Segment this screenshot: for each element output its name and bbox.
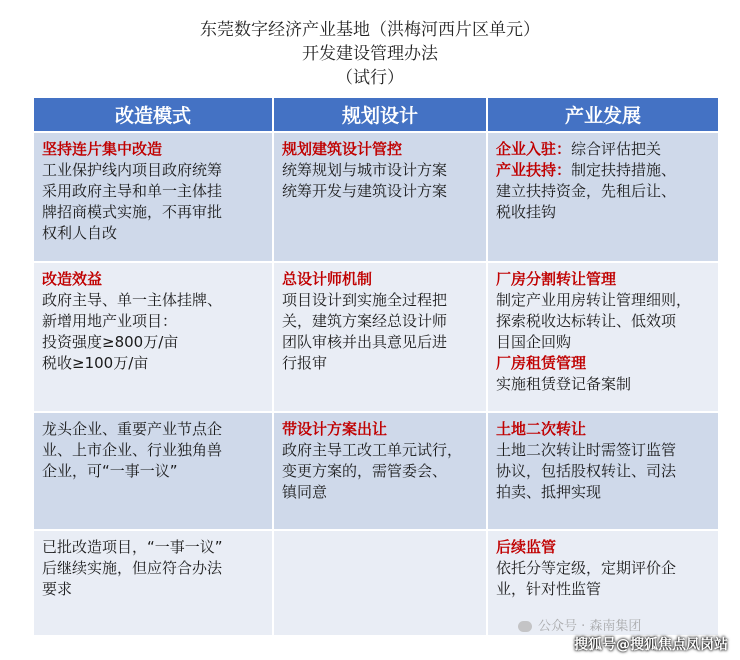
sohu-watermark: 搜狐号@搜狐焦点凤岗站 <box>574 637 728 653</box>
cell-heading: 厂房分割转让管理 <box>496 270 617 288</box>
cell-line: 采用政府主导和单一主体挂 <box>42 182 223 200</box>
cell-line: 变更方案的，需管委会、 <box>282 462 448 480</box>
wechat-source-mark <box>518 615 641 634</box>
wechat-icon <box>518 621 532 632</box>
cell-line <box>496 139 710 160</box>
cell-line: 实施租赁登记备案制 <box>496 375 632 393</box>
header-renovation-mode: 改造模式 <box>33 97 273 132</box>
cell-line: 统筹开发与建筑设计方案 <box>282 182 448 200</box>
table-cell-empty <box>273 530 487 636</box>
table-row <box>33 262 719 412</box>
table-cell <box>487 132 719 262</box>
title-line-3: （试行） <box>336 68 404 88</box>
cell-line: 企业，可“一事一议” <box>42 462 178 480</box>
cell-line: 拍卖、抵押实现 <box>496 483 602 501</box>
cell-line: 权利人自改 <box>42 224 118 242</box>
cell-line: 业，针对性监管 <box>496 580 602 598</box>
wechat-source-text: 公众号 · 森南集团 <box>538 619 642 634</box>
inline-label: 企业入驻： <box>496 140 572 158</box>
cell-line: 业、上市企业、行业独角兽 <box>42 441 223 459</box>
table-row <box>33 132 719 262</box>
cell-line: 龙头企业、重要产业节点企 <box>42 420 223 438</box>
cell-line: 目国企回购 <box>496 333 572 351</box>
cell-line: 要求 <box>42 580 73 598</box>
cell-line: 投资强度≥800万/亩 <box>42 333 179 351</box>
cell-line: 制定产业用房转让管理细则， <box>496 291 692 309</box>
table-cell <box>33 132 273 262</box>
cell-line: 建立扶持资金，先租后让、 <box>496 182 677 200</box>
title-line-1: 东莞数字经济产业基地（洪梅河西片区单元） <box>200 20 540 40</box>
cell-heading: 厂房租赁管理 <box>496 354 587 372</box>
table-cell <box>33 262 273 412</box>
cell-heading: 规划建筑设计管控 <box>282 140 403 158</box>
inline-text: 综合评估把关 <box>571 140 662 158</box>
header-industry-development: 产业发展 <box>487 97 719 132</box>
table-cell <box>273 262 487 412</box>
cell-line <box>496 160 710 181</box>
cell-heading: 后续监管 <box>496 538 557 556</box>
cell-line: 行报审 <box>282 354 328 372</box>
table-cell <box>273 412 487 530</box>
cell-line: 土地二次转让时需签订监管 <box>496 441 677 459</box>
cell-line: 协议，包括股权转让、司法 <box>496 462 677 480</box>
cell-heading: 坚持连片集中改造 <box>42 140 163 158</box>
table-cell <box>33 530 273 636</box>
cell-line: 政府主导、单一主体挂牌、 <box>42 291 223 309</box>
cell-line: 统筹规划与城市设计方案 <box>282 161 448 179</box>
cell-line: 探索税收达标转让、低效项 <box>496 312 677 330</box>
inline-label: 产业扶持： <box>496 161 572 179</box>
cell-line: 后继续实施，但应符合办法 <box>42 559 223 577</box>
cell-line: 政府主导工改工单元试行， <box>282 441 463 459</box>
inline-text: 制定扶持措施、 <box>571 161 677 179</box>
table-cell <box>487 262 719 412</box>
cell-line: 牌招商模式实施，不再审批 <box>42 203 223 221</box>
document-title <box>0 0 740 90</box>
cell-heading: 总设计师机制 <box>282 270 373 288</box>
cell-line: 税收挂钩 <box>496 203 557 221</box>
cell-line: 工业保护线内项目政府统筹 <box>42 161 223 179</box>
cell-line: 依托分等定级，定期评价企 <box>496 559 677 577</box>
cell-heading: 改造效益 <box>42 270 103 288</box>
cell-line: 镇同意 <box>282 483 328 501</box>
cell-line: 新增用地产业项目： <box>42 312 178 330</box>
cell-heading: 土地二次转让 <box>496 420 587 438</box>
policy-table <box>32 96 720 637</box>
table-cell <box>273 132 487 262</box>
cell-heading: 带设计方案出让 <box>282 420 388 438</box>
table-cell <box>33 412 273 530</box>
cell-line: 已批改造项目，“一事一议” <box>42 538 223 556</box>
title-line-2: 开发建设管理办法 <box>302 44 438 64</box>
table-cell <box>487 412 719 530</box>
header-row <box>33 97 719 132</box>
header-planning-design: 规划设计 <box>273 97 487 132</box>
table-row <box>33 412 719 530</box>
cell-line: 税收≥100万/亩 <box>42 354 149 372</box>
cell-line: 关，建筑方案经总设计师 <box>282 312 448 330</box>
cell-line: 团队审核并出具意见后进 <box>282 333 448 351</box>
cell-line: 项目设计到实施全过程把 <box>282 291 448 309</box>
